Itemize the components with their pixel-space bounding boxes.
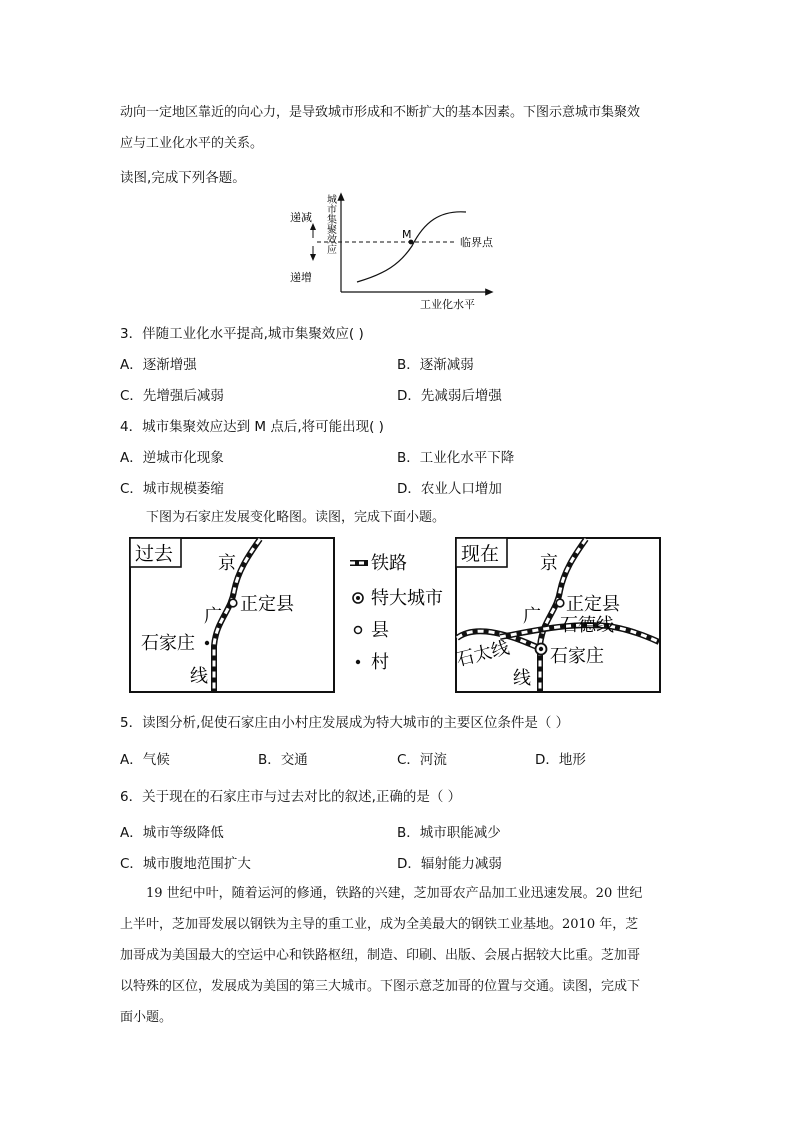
q6-option-a[interactable]: A．城市等级降低 <box>120 825 224 841</box>
q5-option-a[interactable]: A．气候 <box>120 752 170 768</box>
past-xian: 线 <box>190 666 208 687</box>
now-guang: 广 <box>523 606 541 627</box>
label-m: M <box>402 228 412 241</box>
label-threshold: 临界点 <box>460 236 493 249</box>
q6-option-c[interactable]: C．城市腹地范围扩大 <box>120 856 251 872</box>
past-shijiazhuang: 石家庄 <box>141 633 195 654</box>
q4-option-c[interactable]: C．城市规模萎缩 <box>120 481 224 497</box>
now-zhengding: 正定县 <box>566 594 620 615</box>
map-intro: 下图为石家庄发展变化略图。读图，完成下面小题。 <box>146 510 446 525</box>
legend-railway-label: 铁路 <box>371 553 407 574</box>
now-shitai: 石太线 <box>454 637 512 671</box>
q5-stem: 5．读图分析,促使石家庄由小村庄发展成为特大城市的主要区位条件是（ ） <box>120 715 570 731</box>
q5-option-c[interactable]: C．河流 <box>397 752 447 768</box>
label-increase: 递增 <box>290 271 312 284</box>
legend-village-label: 村 <box>371 652 389 673</box>
intro-line-2: 应与工业化水平的关系。 <box>120 136 264 151</box>
chicago-line-1: 19 世纪中叶，随着运河的修通，铁路的兴建，芝加哥农产品加工业迅速发展。20 世纪 <box>146 886 643 901</box>
now-shijiazhuang: 石家庄 <box>550 646 604 667</box>
shijiazhuang-map <box>128 536 664 696</box>
now-county-dot <box>556 599 564 607</box>
q6-option-d[interactable]: D．辐射能力减弱 <box>397 856 502 872</box>
now-shide: 石德线 <box>560 615 614 636</box>
chicago-line-2: 上半叶，芝加哥发展以钢铁为主导的重工业，成为全美最大的钢铁工业基地。2010 年，芝 <box>120 917 639 932</box>
legend-county-label: 县 <box>371 620 389 641</box>
now-title: 现在 <box>461 543 500 565</box>
now-xian: 线 <box>513 668 531 689</box>
q4-stem: 4．城市集聚效应达到 M 点后,将可能出现( ) <box>120 419 384 435</box>
q3-option-a[interactable]: A．逐渐增强 <box>120 357 197 373</box>
intro-line-1: 动向一定地区靠近的向心力，是导致城市形成和不断扩大的基本因素。下图示意城市集聚效 <box>120 105 641 120</box>
label-decrease: 递减 <box>290 211 312 224</box>
q5-option-b[interactable]: B．交通 <box>258 752 308 768</box>
past-guang: 广 <box>204 606 222 627</box>
q5-option-d[interactable]: D．地形 <box>535 752 586 768</box>
past-village-dot <box>205 641 209 645</box>
q4-option-a[interactable]: A．逆城市化现象 <box>120 450 224 466</box>
chicago-line-3: 加哥成为美国最大的空运中心和铁路枢纽，制造、印刷、出版、会展占据较大比重。芝加哥 <box>120 948 641 963</box>
q3-option-d[interactable]: D．先减弱后增强 <box>397 388 502 404</box>
x-axis-label: 工业化水平 <box>420 298 475 311</box>
q3-stem: 3．伴随工业化水平提高,城市集聚效应( ) <box>120 326 364 342</box>
chicago-line-4: 以特殊的区位，发展成为美国的第三大城市。下图示意芝加哥的位置与交通。读图，完成下 <box>120 979 641 994</box>
chicago-line-5: 面小题。 <box>120 1010 173 1025</box>
q4-option-d[interactable]: D．农业人口增加 <box>397 481 502 497</box>
past-zhengding: 正定县 <box>240 594 294 615</box>
past-title: 过去 <box>135 543 174 565</box>
instruction: 读图,完成下列各题。 <box>120 170 246 186</box>
agglomeration-curve <box>357 212 466 282</box>
q4-option-b[interactable]: B．工业化水平下降 <box>397 450 515 466</box>
legend-county-symbol <box>355 627 362 634</box>
q6-stem: 6．关于现在的石家庄市与过去对比的叙述,正确的是（ ） <box>120 789 462 805</box>
past-county-dot <box>229 599 237 607</box>
legend-village-symbol <box>356 660 360 664</box>
q3-option-b[interactable]: B．逐渐减弱 <box>397 357 474 373</box>
agglomeration-chart <box>280 186 520 314</box>
legend-megacity-label: 特大城市 <box>371 588 443 609</box>
now-jing: 京 <box>540 553 558 574</box>
y-axis-label: 城市集聚效应 <box>324 194 336 254</box>
q6-option-b[interactable]: B．城市职能减少 <box>397 825 501 841</box>
q3-option-c[interactable]: C．先增强后减弱 <box>120 388 224 404</box>
past-jing: 京 <box>218 553 236 574</box>
